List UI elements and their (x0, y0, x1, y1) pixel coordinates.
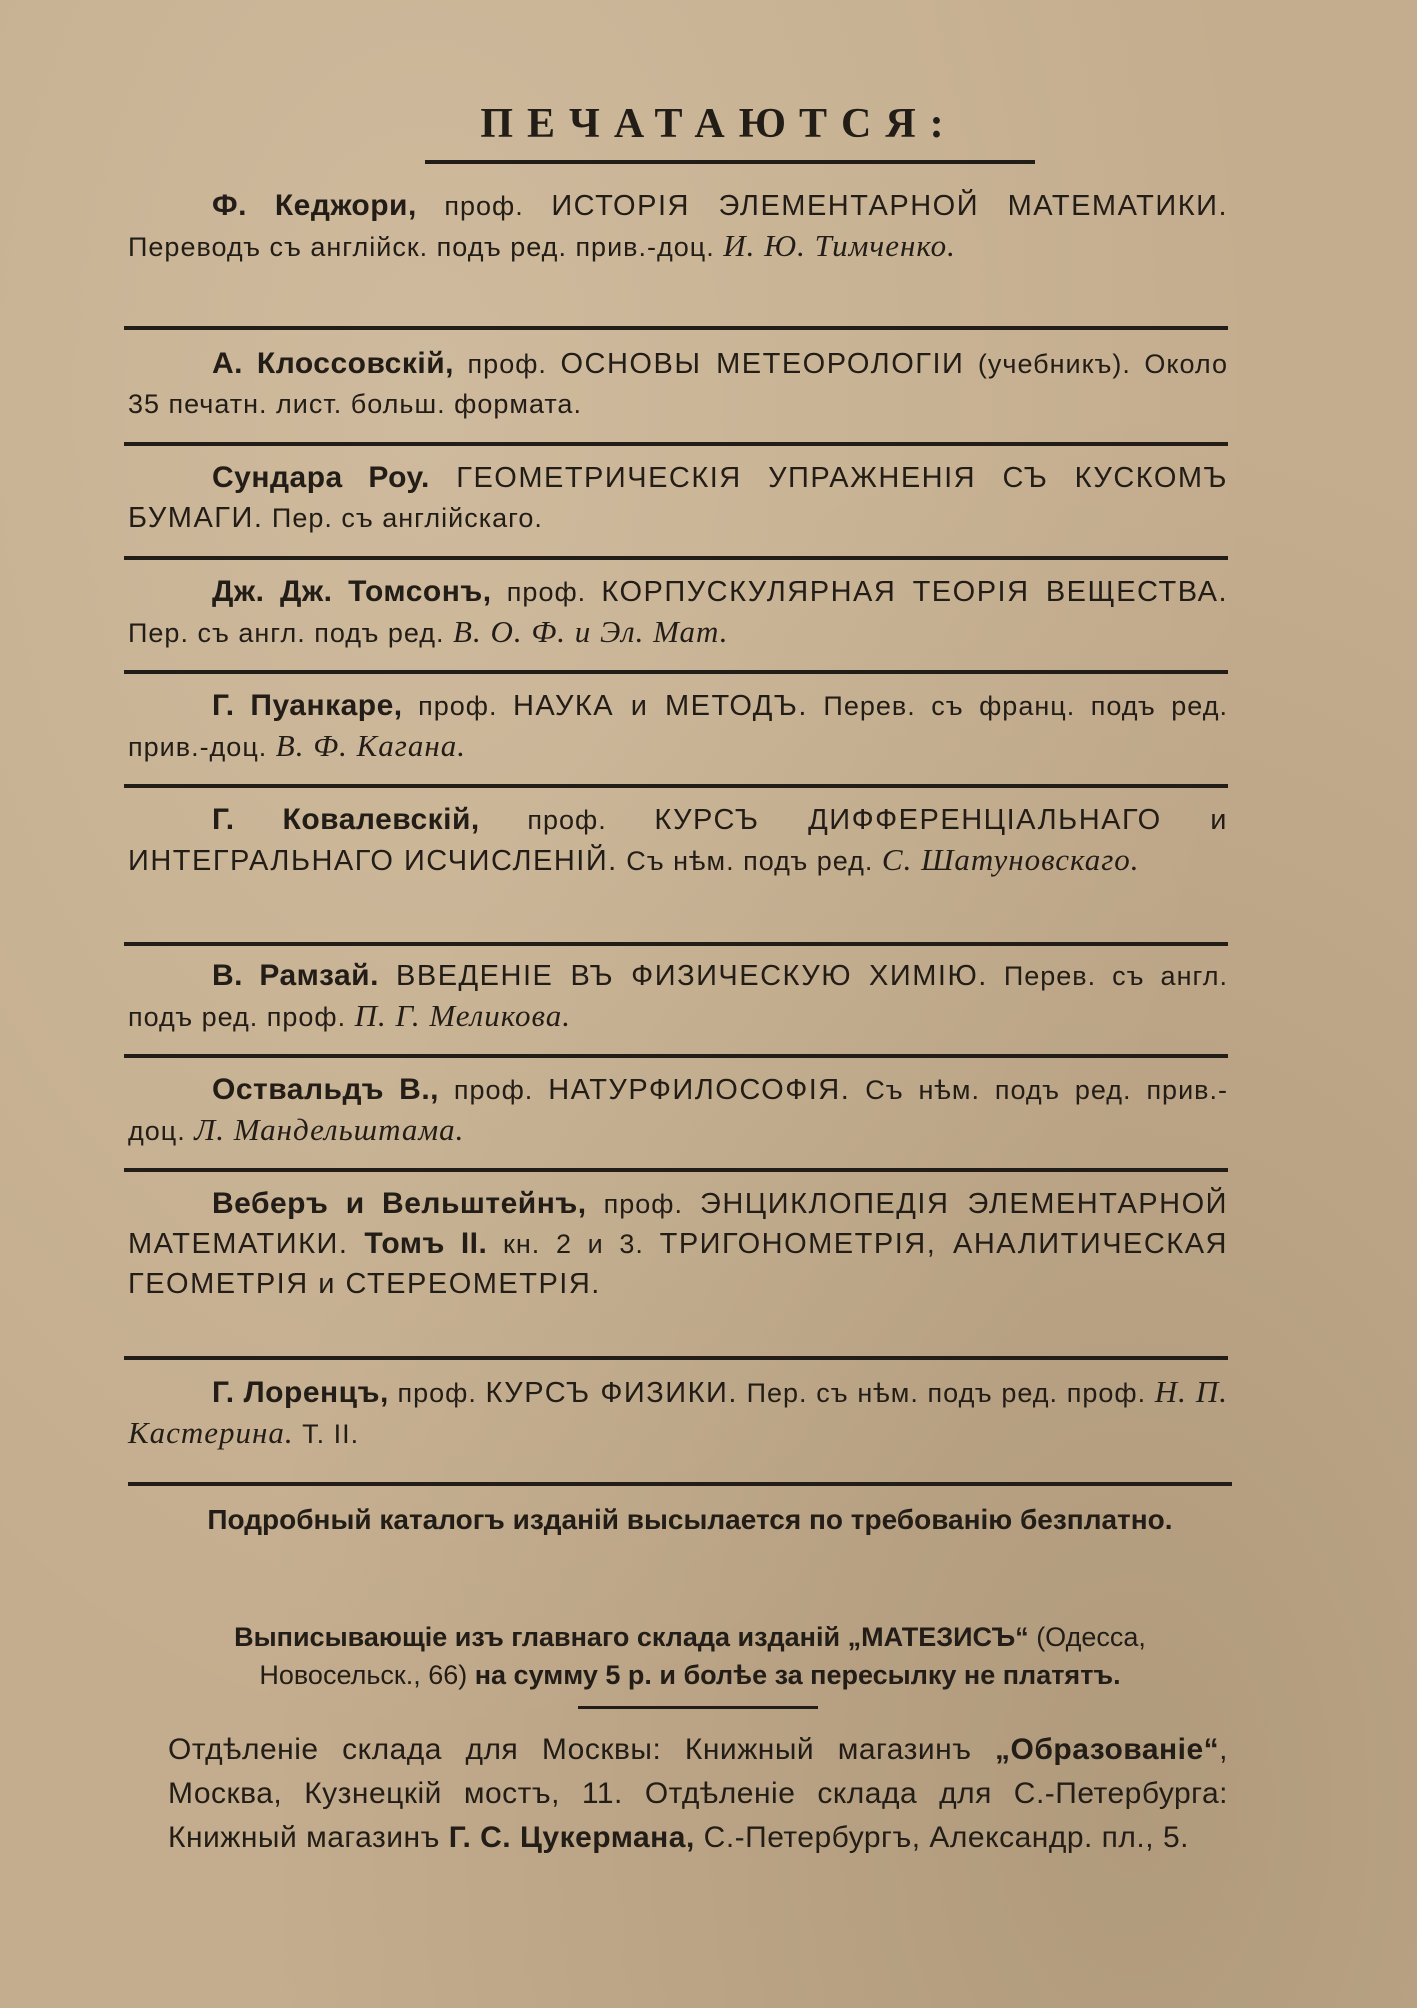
order-notice-prefix: Выписывающіе изъ главнаго склада изданій „МАТЕЗИСЪ“ (234, 1622, 1029, 1652)
order-notice-suffix: на сумму 5 р. и болѣе за пересылку не платятъ. (474, 1660, 1121, 1690)
entry-note: Съ нѣм. подъ ред. прив.-доц. (128, 1075, 1228, 1146)
entry-title: ОСНОВЫ МЕТЕОРОЛОГІИ (560, 348, 965, 380)
entry-volume: Томъ II. (348, 1227, 488, 1260)
entry-note: Пер. съ англ. подъ ред. (128, 618, 454, 648)
entry-title: НАУКА и МЕТОДЪ. (512, 690, 808, 722)
book-entry-ostwald (128, 1070, 1228, 1151)
order-notice (150, 1618, 1230, 1694)
entry-title: КУРСЪ ДИФФЕРЕНЦІАЛЬНАГО и ИНТЕГРАЛЬНАГО ИСЧИСЛЕНІЙ. (128, 804, 1228, 877)
entry-role: проф. (491, 577, 602, 607)
entry-title: КУРСЪ ФИЗИКИ. (485, 1377, 738, 1409)
entry-title: ГЕОМЕТРИЧЕСКІЯ УПРАЖНЕНІЯ СЪ КУСКОМЪ БУМАГИ. (128, 462, 1229, 534)
entry-editor: Н. П. Кастерина. (128, 1374, 1228, 1450)
entry-divider (124, 1168, 1228, 1172)
entry-editor: В. О. Ф. и Эл. Мат. (453, 614, 729, 649)
entry-divider (124, 556, 1228, 560)
book-entry-ramsay (128, 956, 1228, 1037)
entry-title: ИСТОРІЯ ЭЛЕМЕНТАРНОЙ МАТЕМАТИКИ. (551, 190, 1229, 222)
book-entry-klossovsky (128, 344, 1228, 424)
branch-stores-notice (168, 1728, 1228, 1860)
entry-role: проф. (416, 191, 552, 221)
entry-author: Г. Лоренцъ, (212, 1376, 389, 1409)
heading-rule (425, 160, 1035, 164)
entry-author: Веберъ и Вельштейнъ, (212, 1187, 587, 1220)
page-heading: ПЕЧАТАЮТСЯ: (480, 101, 958, 147)
entry-note: Перев. съ англ. подъ ред. проф. (128, 961, 1228, 1032)
entry-subtitle: ТРИГОНОМЕТРІЯ, АНАЛИТИЧЕСКАЯ ГЕОМЕТРІЯ и СТЕРЕОМЕТРІЯ. (128, 1228, 1228, 1300)
entry-title: ЭНЦИКЛОПЕДІЯ ЭЛЕМЕНТАРНОЙ МАТЕМАТИКИ. (128, 1188, 1228, 1260)
entry-divider (124, 942, 1228, 946)
entry-author: Дж. Дж. Томсонъ, (212, 575, 492, 608)
entry-divider (124, 1356, 1228, 1360)
entry-role: проф. (586, 1189, 701, 1219)
branch-moscow-store: „Образованіе“ (995, 1733, 1220, 1766)
entry-author: Г. Ковалевскій, (212, 803, 480, 836)
book-entry-cajori (128, 186, 1228, 267)
entry-role: проф. (439, 1075, 549, 1105)
book-entry-sundara-row (128, 458, 1228, 538)
entry-divider (128, 1482, 1232, 1486)
entry-volume-note: Т. II. (293, 1419, 360, 1449)
entry-author: Сундара Роу. (212, 461, 430, 494)
branch-spb-store: Г. С. Цукермана, (448, 1821, 695, 1854)
entry-author: А. Клоссовскій, (212, 347, 454, 380)
branch-spb-text: , Москва, Кузнецкій мостъ, 11. Отдѣленіе склада для С.-Петербурга: Книжный магазинъ (168, 1733, 1228, 1854)
branch-spb-address: С.-Петербургъ, Александр. пл., 5. (694, 1821, 1189, 1854)
entry-divider (124, 670, 1228, 674)
entry-role: проф. (479, 805, 655, 835)
entry-editor: С. Шатуновскаго. (881, 842, 1140, 877)
entry-editor: Л. Мандельштама. (194, 1112, 465, 1147)
entry-editor: В. Ф. Кагана. (275, 728, 466, 763)
section-divider (578, 1706, 818, 1709)
branch-moscow-text: Отдѣленіе склада для Москвы: Книжный магазинъ (168, 1733, 996, 1766)
entry-note: (учебникъ). Около 35 печатн. лист. больш. формата. (128, 349, 1228, 419)
entry-note: Переводъ съ англійск. подъ ред. прив.-доц. (128, 232, 724, 262)
entry-author: В. Рамзай. (212, 959, 379, 992)
catalog-notice: Подробный каталогъ изданій высылается по требованію безплатно. (207, 1504, 1173, 1535)
entry-divider (124, 442, 1228, 446)
order-notice-address: (Одесса, Новосельск., 66) (259, 1622, 1146, 1690)
entry-title: КОРПУСКУЛЯРНАЯ ТЕОРІЯ ВЕЩЕСТВА. (601, 576, 1229, 608)
entry-title: ВВЕДЕНІЕ ВЪ ФИЗИЧЕСКУЮ ХИМІЮ. (378, 960, 988, 992)
entry-divider (124, 784, 1228, 788)
entry-author: Г. Пуанкаре, (212, 689, 403, 722)
book-entry-weber-wellstein (128, 1184, 1228, 1304)
book-entry-poincare (128, 686, 1228, 767)
entry-editor: П. Г. Меликова. (354, 998, 572, 1033)
entry-note: Перев. съ франц. подъ ред. прив.-доц. (128, 691, 1228, 762)
book-entry-thomson (128, 572, 1228, 653)
entry-role: проф. (454, 349, 561, 379)
entry-note: Съ нѣм. подъ ред. (617, 846, 882, 876)
entry-editor: И. Ю. Тимченко. (723, 228, 956, 263)
entry-note: Пер. съ англійскаго. (263, 503, 543, 533)
book-entry-lorentz (128, 1372, 1228, 1454)
entry-author: Ф. Кеджори, (212, 189, 417, 222)
book-entry-kowalewski (128, 800, 1228, 881)
entry-note: кн. 2 и 3. (487, 1229, 660, 1259)
entry-divider (124, 326, 1228, 330)
entry-note: Пер. съ нѣм. подъ ред. проф. (737, 1378, 1155, 1408)
entry-divider (124, 1054, 1228, 1058)
entry-title: НАТУРФИЛОСОФІЯ. (548, 1074, 851, 1106)
entry-role: проф. (402, 691, 513, 721)
entry-author: Оствальдъ В., (212, 1073, 440, 1106)
entry-role: проф. (388, 1378, 486, 1408)
